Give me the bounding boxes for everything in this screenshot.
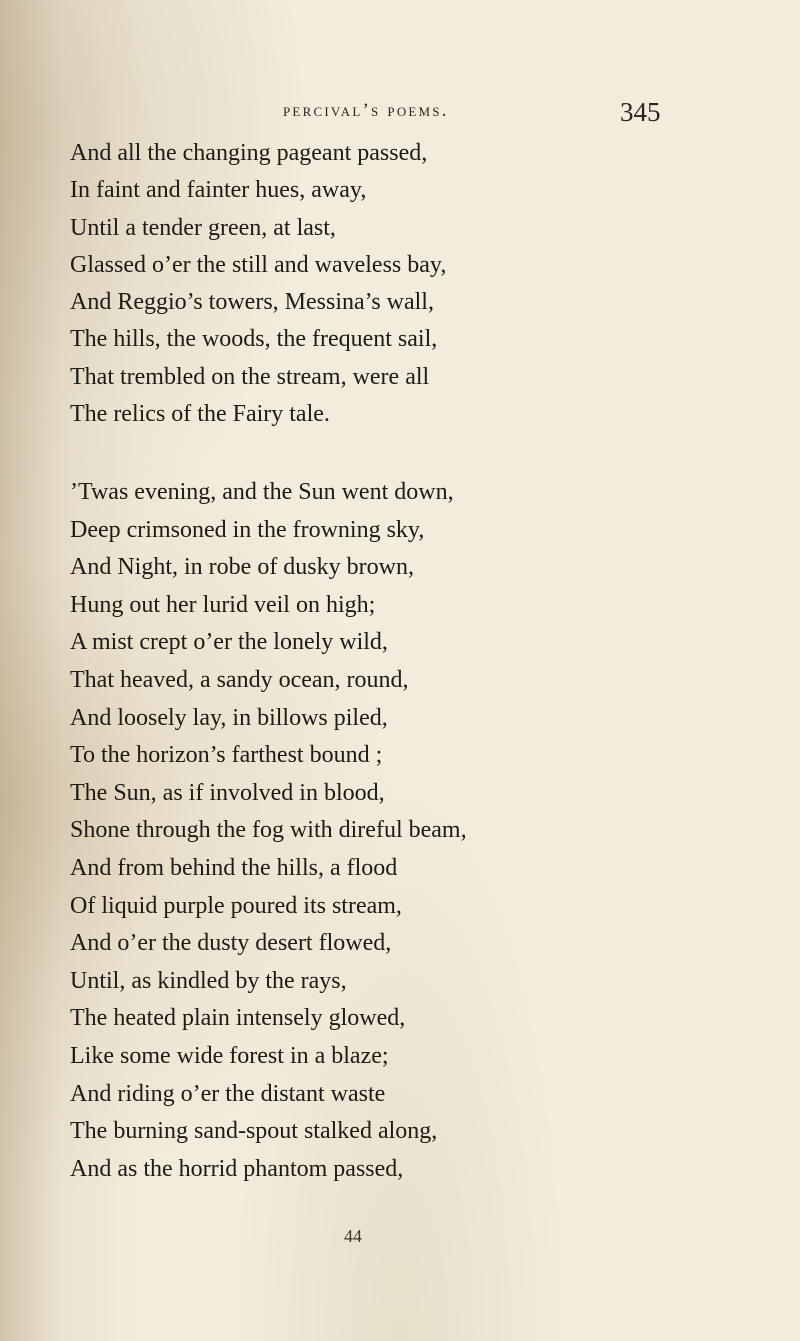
poem-line: And Reggio’s towers, Messina’s wall,: [70, 289, 434, 316]
poem-line: ’Twas evening, and the Sun went down,: [70, 479, 454, 505]
poem-line: The Sun, as if involved in blood,: [70, 779, 385, 806]
poem-line: And from behind the hills, a flood: [70, 854, 398, 881]
signature-mark: 44: [344, 1226, 362, 1246]
poem-line: Like some wide forest in a blaze;: [70, 1042, 389, 1069]
poem-line: And as the horrid phantom passed,: [70, 1155, 404, 1182]
poem-line: In faint and fainter hues, away,: [70, 177, 367, 204]
poem-line: The heated plain intensely glowed,: [70, 1005, 406, 1032]
poem-line: That trembled on the stream, were all: [70, 363, 430, 390]
poem-line: And o’er the dusty desert flowed,: [70, 930, 392, 957]
poem-line: And riding o’er the distant waste: [70, 1080, 386, 1107]
poem-line: Deep crimsoned in the frowning sky,: [70, 516, 425, 543]
stanza: [70, 474, 467, 1188]
poem-line: That heaved, a sandy ocean, round,: [70, 666, 409, 693]
poem-line: Shone through the fog with direful beam,: [70, 817, 467, 844]
poem-line: And all the changing pageant passed,: [70, 140, 428, 166]
poem-line: Until, as kindled by the rays,: [70, 967, 347, 994]
poem-line: The burning sand-spout stalked along,: [70, 1118, 438, 1145]
poem-line: To the horizon’s farthest bound ;: [70, 742, 383, 769]
running-head: percival’s poems.: [283, 100, 449, 121]
poem-line: A mist crept o’er the lonely wild,: [70, 629, 388, 656]
poem-line: Until a tender green, at last,: [70, 214, 336, 241]
poem-line: And Night, in robe of dusky brown,: [70, 554, 414, 581]
page-header: [0, 92, 800, 132]
stanza: [70, 135, 446, 433]
poem-line: The hills, the woods, the frequent sail,: [70, 326, 438, 353]
poem-line: The relics of the Fairy tale.: [70, 401, 330, 428]
poem-line: Of liquid purple poured its stream,: [70, 892, 402, 919]
page-number: 345: [620, 97, 661, 127]
poem-line: And loosely lay, in billows piled,: [70, 704, 388, 731]
poem-line: Hung out her lurid veil on high;: [70, 591, 376, 618]
poem-line: Glassed o’er the still and waveless bay,: [70, 251, 447, 278]
